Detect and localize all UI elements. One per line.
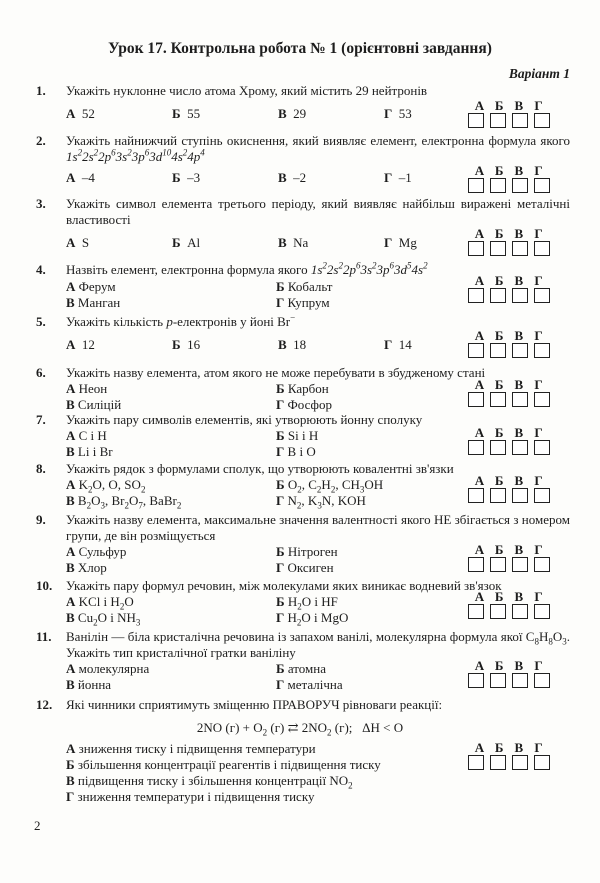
question-number: 4.	[36, 262, 46, 277]
answer-box[interactable]	[534, 755, 550, 770]
question-text: Ванілін — біла кристалічна речовина із запахом ванілі, молекулярна формула якої $C_8H_8O_3$. Укажіть тип кристалічної гратки ваніліну	[66, 629, 570, 660]
option-c: В $Cu_2O$ і $NH_3$	[66, 610, 141, 628]
answer-box[interactable]	[490, 604, 506, 619]
option-d: Г $N_2$, $K_3N$, KOH	[276, 493, 366, 511]
answer-box[interactable]	[534, 440, 550, 455]
answer-grid-boxes	[468, 178, 550, 193]
option-d: Г 14	[384, 337, 412, 352]
answer-letter: В	[514, 658, 524, 673]
answer-box[interactable]	[512, 557, 528, 572]
option-b: Б –3	[172, 170, 201, 185]
answer-grid-header	[468, 98, 550, 112]
answer-box[interactable]	[534, 557, 550, 572]
question-number: 6.	[36, 365, 46, 380]
answer-box[interactable]	[490, 288, 506, 303]
answer-box[interactable]	[534, 288, 550, 303]
answer-grid-header	[468, 425, 550, 439]
answer-box[interactable]	[512, 343, 528, 358]
question-number: 12.	[36, 697, 53, 712]
question-text: Укажіть рядок з формулами сполук, що утворюють ковалентні зв'язки	[66, 461, 454, 476]
option-c: В Na	[278, 235, 309, 250]
option-b: Б 16	[172, 337, 201, 352]
option-d: Г B і O	[276, 444, 316, 459]
answer-letter: А	[474, 658, 485, 673]
answer-grid-8[interactable]	[468, 473, 550, 503]
answer-box[interactable]	[490, 178, 506, 193]
answer-letter: Г	[534, 226, 543, 241]
option-d: Г металічна	[276, 677, 343, 692]
question-2	[36, 133, 570, 165]
answer-box[interactable]	[512, 604, 528, 619]
question-number: 3.	[36, 196, 46, 211]
answer-letter: А	[474, 98, 485, 113]
page-title: Урок 17. Контрольна робота № 1 (орієнтовні завдання)	[108, 40, 492, 57]
answer-box[interactable]	[512, 755, 528, 770]
answer-box[interactable]	[490, 755, 506, 770]
answer-grid-7[interactable]	[468, 425, 550, 455]
answer-grid-header	[468, 658, 550, 672]
question-3	[36, 196, 570, 228]
answer-grid-header	[468, 226, 550, 240]
option-d: Г Купрум	[276, 295, 330, 310]
option-d: Г Оксиген	[276, 560, 334, 575]
answer-grid-2[interactable]	[468, 163, 550, 193]
answer-box[interactable]	[512, 178, 528, 193]
option-c: В підвищення тиску і збільшення концентрації $NO_2$	[66, 773, 353, 791]
answer-box[interactable]	[512, 241, 528, 256]
answer-grid-boxes	[468, 557, 550, 572]
answer-grid-header	[468, 740, 550, 754]
option-c: В 29	[278, 106, 307, 121]
answer-letter: А	[474, 589, 485, 604]
answer-letter: Г	[534, 740, 543, 755]
question-number: 11.	[36, 629, 52, 644]
answer-box[interactable]	[534, 178, 550, 193]
answer-letter: Г	[534, 473, 543, 488]
answer-letter: Б	[494, 273, 504, 288]
answer-letter: Б	[494, 658, 504, 673]
option-b: Б $O_2$, $C_2H_2$, $CH_3OH$	[276, 477, 384, 495]
answer-box[interactable]	[468, 178, 484, 193]
option-a: А молекулярна	[66, 661, 150, 676]
option-b: Б $H_2O$ і HF	[276, 594, 338, 612]
option-a: А 12	[66, 337, 95, 352]
answer-grid-boxes	[468, 440, 550, 455]
answer-grid-header	[468, 589, 550, 603]
answer-letter: Г	[534, 377, 543, 392]
option-a: А KCl і $H_2O$	[66, 594, 134, 612]
answer-grid-1[interactable]	[468, 98, 550, 128]
option-b: Б Нітроген	[276, 544, 338, 559]
question-number: 7.	[36, 412, 46, 427]
option-a: А C і H	[66, 428, 107, 443]
answer-letter: Г	[534, 163, 543, 178]
answer-letter: В	[514, 425, 524, 440]
answer-letter: А	[474, 425, 485, 440]
answer-letter: Г	[534, 273, 543, 288]
answer-box[interactable]	[534, 488, 550, 503]
answer-letter: Б	[494, 740, 504, 755]
answer-grid-boxes	[468, 288, 550, 303]
answer-grid-boxes	[468, 488, 550, 503]
answer-box[interactable]	[468, 604, 484, 619]
answer-letter: Г	[534, 98, 543, 113]
answer-letter: В	[514, 328, 524, 343]
answer-box[interactable]	[512, 488, 528, 503]
answer-grid-header	[468, 473, 550, 487]
option-a: А зниження тиску і підвищення температури	[66, 741, 316, 756]
answer-letter: В	[514, 740, 524, 755]
option-b: Б Al	[172, 235, 201, 250]
answer-letter: Б	[494, 163, 504, 178]
answer-letter: Г	[534, 328, 543, 343]
option-d: Г зниження температури і підвищення тиску	[66, 789, 315, 804]
answer-box[interactable]	[468, 440, 484, 455]
answer-letter: А	[474, 328, 485, 343]
answer-box[interactable]	[468, 241, 484, 256]
question-text: Укажіть нуклонне число атома Хрому, який містить 29 нейтронів	[66, 83, 428, 98]
question-text: Укажіть назву елемента, атом якого не може перебувати в збудженому стані	[66, 365, 486, 380]
option-c: В –2	[278, 170, 307, 185]
option-b: Б Карбон	[276, 381, 329, 396]
reaction-equation: 2NO $(г) + O_2$ (г) ⇄ $2NO_2$ (г); ΔH < O	[196, 720, 404, 738]
answer-box[interactable]	[468, 755, 484, 770]
question-text: Укажіть кількість p-електронів у йоні Br−	[66, 312, 296, 329]
option-c: В Манган	[66, 295, 121, 310]
electron-formula: $1s^22s^22p^63s^23p^63d^54s^2$	[310, 260, 428, 277]
electron-formula: $1s^22s^22p^63s^23p^63d^{10}4s^24p^4$	[66, 147, 205, 164]
option-b: Б збільшення концентрації реагентів і підвищення тиску	[66, 757, 381, 772]
answer-grid-6[interactable]	[468, 377, 550, 407]
answer-letter: Г	[534, 589, 543, 604]
answer-box[interactable]	[490, 440, 506, 455]
answer-grid-boxes	[468, 113, 550, 128]
option-c: В йонна	[66, 677, 112, 692]
page-number: 2	[34, 818, 41, 833]
answer-letter: Б	[494, 473, 504, 488]
answer-box[interactable]	[512, 113, 528, 128]
answer-grid-header	[468, 273, 550, 287]
answer-letter: Б	[494, 589, 504, 604]
question-1	[36, 83, 570, 99]
option-b: Б 55	[172, 106, 201, 121]
answer-grid-12[interactable]	[468, 740, 550, 770]
question-text: Укажіть символ елемента третього періоду, який виявляє найбільш виражені металічні властивості	[66, 196, 570, 227]
question-12	[36, 697, 570, 713]
option-a: А 52	[66, 106, 95, 121]
answer-grid-boxes	[468, 755, 550, 770]
answer-box[interactable]	[490, 673, 506, 688]
answer-box[interactable]	[512, 673, 528, 688]
answer-box[interactable]	[468, 673, 484, 688]
answer-letter: Б	[494, 98, 504, 113]
answer-box[interactable]	[534, 113, 550, 128]
answer-letter: В	[514, 163, 524, 178]
answer-letter: Г	[534, 658, 543, 673]
answer-letter: А	[474, 473, 485, 488]
answer-grid-header	[468, 163, 550, 177]
question-text: Укажіть пару символів елементів, які утворюють йонну сполуку	[66, 412, 423, 427]
answer-box[interactable]	[534, 673, 550, 688]
option-c: В Li і Br	[66, 444, 113, 459]
answer-box[interactable]	[512, 288, 528, 303]
answer-letter: А	[474, 163, 485, 178]
answer-box[interactable]	[512, 440, 528, 455]
question-number: 10.	[36, 578, 53, 593]
question-number: 1.	[36, 83, 46, 98]
option-a: А Сульфур	[66, 544, 127, 559]
answer-letter: Б	[494, 226, 504, 241]
question-text: Назвіть елемент, електронна формула якого	[66, 262, 308, 277]
option-b: Б атомна	[276, 661, 327, 676]
option-c: В Силіцій	[66, 397, 122, 412]
option-c: В 18	[278, 337, 307, 352]
answer-letter: Б	[494, 377, 504, 392]
answer-grid-boxes	[468, 343, 550, 358]
answer-box[interactable]	[534, 392, 550, 407]
answer-grid-header	[468, 377, 550, 391]
option-b: Б Si і H	[276, 428, 319, 443]
answer-box[interactable]	[490, 488, 506, 503]
answer-grid-9[interactable]	[468, 542, 550, 572]
option-d: Г 53	[384, 106, 412, 121]
answer-grid-4[interactable]	[468, 273, 550, 303]
option-d: Г –1	[384, 170, 412, 185]
option-a: А Ферум	[66, 279, 116, 294]
answer-letter: В	[514, 98, 524, 113]
answer-grid-boxes	[468, 673, 550, 688]
answer-letter: Б	[494, 542, 504, 557]
answer-box[interactable]	[490, 241, 506, 256]
answer-letter: А	[474, 226, 485, 241]
question-text: Укажіть назву елемента, максимальне значення валентності якого НЕ збігається з номером групи, де він розміщується	[66, 512, 570, 543]
answer-letter: В	[514, 377, 524, 392]
answer-box[interactable]	[468, 343, 484, 358]
answer-grid-5[interactable]	[468, 328, 550, 358]
answer-letter: В	[514, 473, 524, 488]
question-number: 9.	[36, 512, 46, 527]
answer-box[interactable]	[534, 241, 550, 256]
answer-letter: Г	[534, 542, 543, 557]
question-text: Укажіть найнижчий ступінь окиснення, який виявляє елемент, електронна формула якого	[66, 133, 570, 148]
answer-grid-header	[468, 542, 550, 556]
answer-grid-3[interactable]	[468, 226, 550, 256]
option-d: Г Mg	[384, 235, 417, 250]
answer-box[interactable]	[468, 557, 484, 572]
option-c: В $B_2O_3$, $Br_2O_7$, BaBr$_2$	[66, 493, 182, 511]
question-number: 8.	[36, 461, 46, 476]
answer-letter: Г	[534, 425, 543, 440]
option-a: А $K_2O$, O, $SO_2$	[66, 477, 146, 495]
option-a: А S	[66, 235, 90, 250]
answer-letter: А	[474, 740, 485, 755]
question-text: Які чинники сприятимуть зміщенню ПРАВОРУЧ рівноваги реакції:	[66, 697, 443, 712]
answer-grid-11[interactable]	[468, 658, 550, 688]
question-number: 2.	[36, 133, 46, 148]
answer-letter: В	[514, 273, 524, 288]
answer-letter: В	[514, 226, 524, 241]
answer-box[interactable]	[468, 288, 484, 303]
answer-box[interactable]	[512, 392, 528, 407]
answer-box[interactable]	[490, 392, 506, 407]
answer-letter: А	[474, 377, 485, 392]
answer-box[interactable]	[468, 488, 484, 503]
answer-grid-header	[468, 328, 550, 342]
answer-letter: А	[474, 273, 485, 288]
answer-grid-10[interactable]	[468, 589, 550, 619]
answer-letter: В	[514, 589, 524, 604]
option-c: В Хлор	[66, 560, 107, 575]
option-a: А Неон	[66, 381, 108, 396]
answer-grid-boxes	[468, 392, 550, 407]
answer-box[interactable]	[534, 343, 550, 358]
variant-label: Варіант 1	[508, 66, 570, 81]
answer-box[interactable]	[490, 557, 506, 572]
answer-letter: Б	[494, 425, 504, 440]
option-a: А –4	[66, 170, 95, 185]
question-number: 5.	[36, 314, 46, 329]
answer-box[interactable]	[468, 113, 484, 128]
question-11	[36, 629, 570, 661]
answer-grid-boxes	[468, 241, 550, 256]
question-text: Укажіть пару формул речовин, між молекулами яких виникає водневий зв'язок	[66, 578, 502, 593]
answer-grid-boxes	[468, 604, 550, 619]
option-d: Г $H_2O$ і MgO	[276, 610, 349, 628]
option-d: Г Фосфор	[276, 397, 332, 412]
option-b: Б Кобальт	[276, 279, 333, 294]
answer-box[interactable]	[490, 343, 506, 358]
answer-letter: В	[514, 542, 524, 557]
answer-letter: А	[474, 542, 485, 557]
answer-box[interactable]	[468, 392, 484, 407]
answer-box[interactable]	[490, 113, 506, 128]
answer-box[interactable]	[534, 604, 550, 619]
question-9	[36, 512, 570, 544]
answer-letter: Б	[494, 328, 504, 343]
